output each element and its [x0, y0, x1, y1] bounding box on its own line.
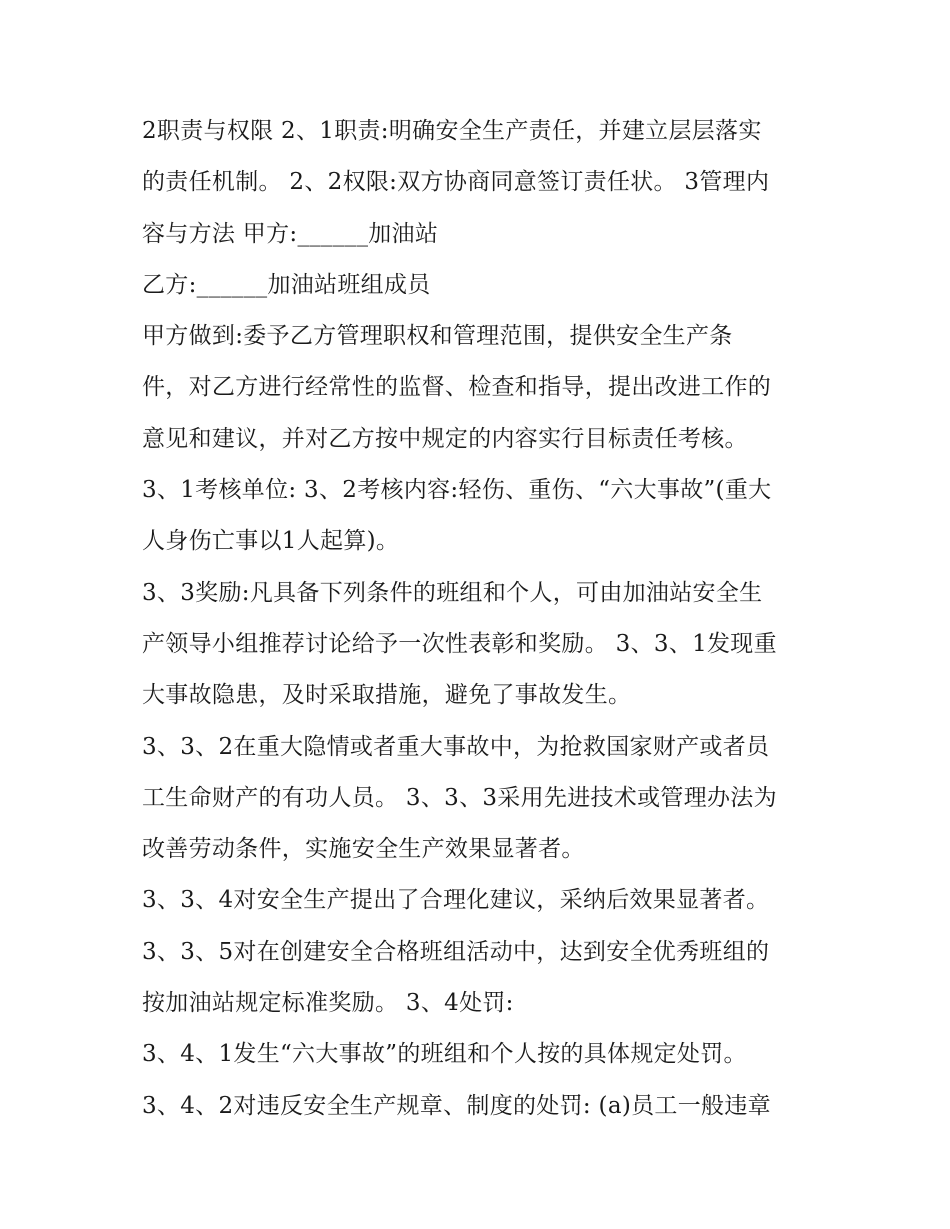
- text-line: 3、3、5对在创建安全合格班组活动中，达到安全优秀班组的: [142, 938, 770, 965]
- text-line: 3、3、4对安全生产提出了合理化建议，采纳后效果显著者。: [142, 887, 770, 914]
- text-line: 产领导小组推荐讨论给予一次性表彰和奖励。 3、3、1发现重: [142, 630, 777, 657]
- text-line: 大事故隐患，及时采取措施，避免了事故发生。: [142, 682, 632, 709]
- text-line: 意见和建议，并对乙方按中规定的内容实行目标责任考核。: [142, 425, 748, 452]
- document-body: [142, 106, 822, 1132]
- text-line: 2职责与权限 2、1职责:明确安全生产责任，并建立层层落实: [142, 118, 762, 144]
- text-line: 容与方法 甲方:______加油站: [142, 220, 439, 247]
- text-line: 乙方:______加油站班组成员: [142, 271, 431, 298]
- text-line: 件，对乙方进行经常性的监督、检查和指导，提出改进工作的: [142, 374, 772, 401]
- text-line: 3、1考核单位: 3、2考核内容:轻伤、重伤、“六大事故”(重大: [142, 477, 772, 504]
- text-line: 3、4、2对违反安全生产规章、制度的处罚: (a)员工一般违章: [142, 1092, 771, 1119]
- text-line: 3、4、1发生“六大事故”的班组和个人按的具体规定处罚。: [142, 1041, 747, 1068]
- text-line: 改善劳动条件，实施安全生产效果显著者。: [142, 836, 585, 863]
- text-line: 3、3、2在重大隐情或者重大事故中，为抢救国家财产或者员: [142, 733, 770, 760]
- text-line: 甲方做到:委予乙方管理职权和管理范围，提供安全生产条: [142, 323, 733, 350]
- text-line: 人身伤亡事以1人起算)。: [142, 528, 400, 555]
- text-line: 3、3奖励:凡具备下列条件的班组和个人，可由加油站安全生: [142, 579, 763, 606]
- text-line: 按加油站规定标准奖励。 3、4处罚:: [142, 990, 514, 1017]
- text-line: 的责任机制。 2、2权限:双方协商同意签订责任状。 3管理内: [142, 169, 770, 196]
- text-line: 工生命财产的有功人员。 3、3、3采用先进技术或管理办法为: [142, 784, 777, 811]
